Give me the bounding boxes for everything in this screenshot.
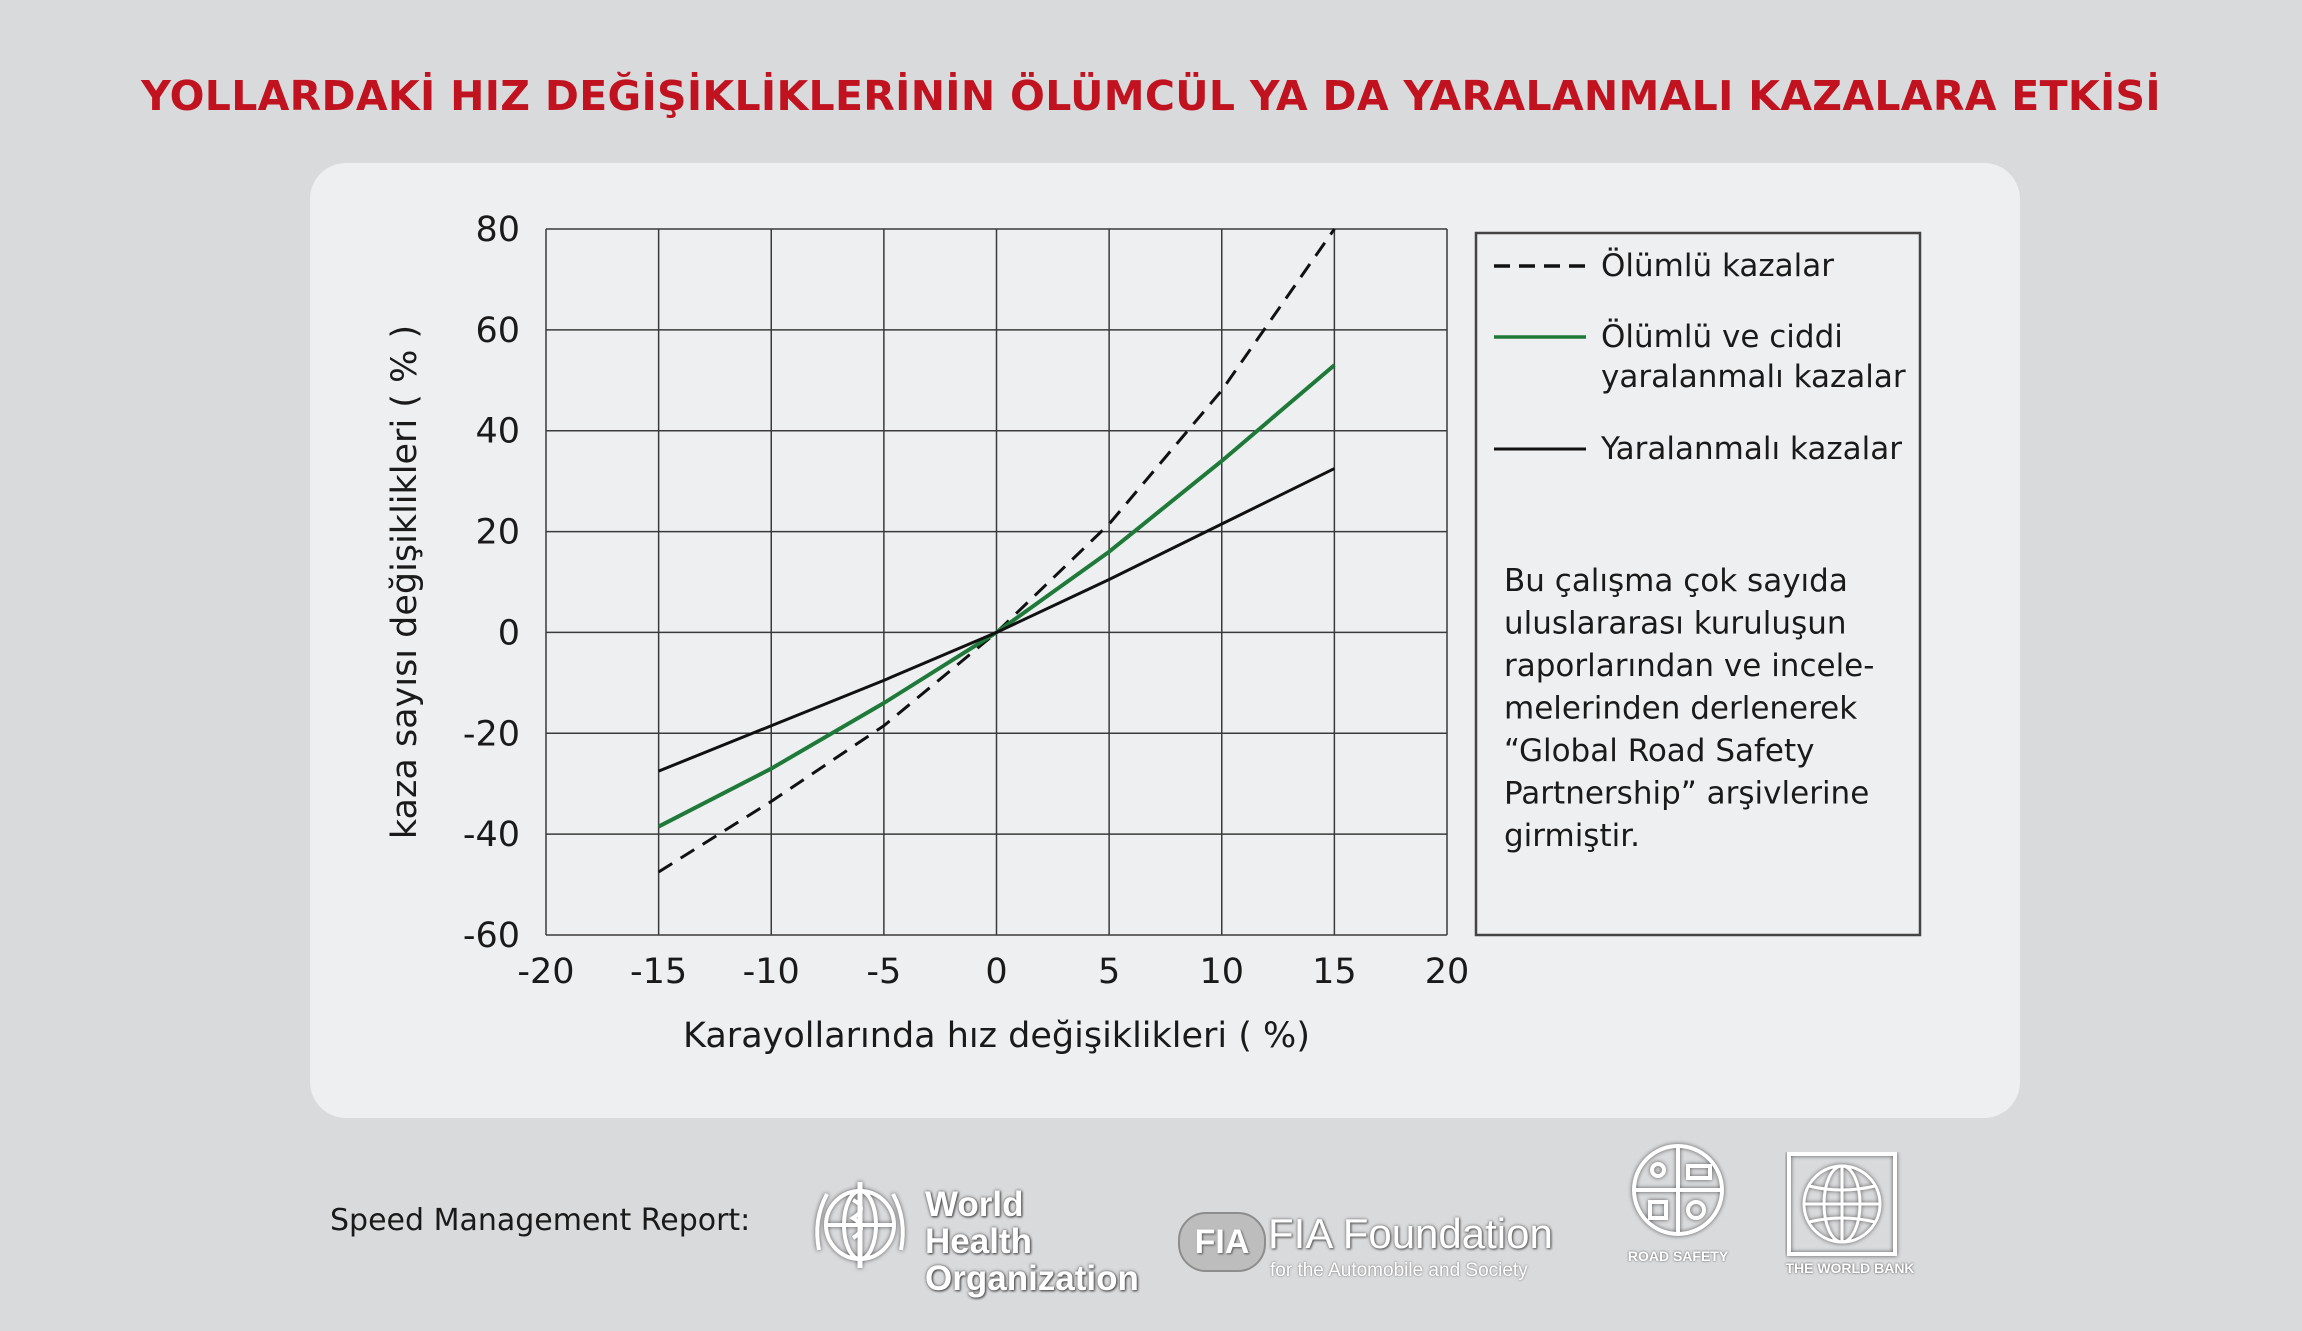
- x-axis-label: Karayollarında hız değişiklikleri ( %): [683, 1016, 1310, 1056]
- note-line: melerinden derlenerek: [1504, 690, 1858, 727]
- x-tick-label: 5: [1097, 952, 1121, 992]
- x-tick-label: 10: [1199, 952, 1245, 992]
- y-axis-label: kaza sayısı değişiklikleri ( % ): [385, 324, 425, 840]
- x-tick-label: -20: [517, 952, 575, 992]
- chart-title: YOLLARDAKİ HIZ DEĞİŞİKLİKLERİNİN ÖLÜMCÜL YA DA YARALANMALI KAZALARA ETKİSİ: [141, 72, 2161, 120]
- y-tick-label: 80: [475, 210, 520, 250]
- y-tick-label: 40: [475, 411, 520, 452]
- x-tick-label: -5: [866, 952, 902, 992]
- y-tick-label: -20: [462, 714, 520, 755]
- x-tick-label: 15: [1312, 952, 1357, 992]
- chart-panel: [310, 163, 2020, 1118]
- fia-name: FIA Foundation: [1268, 1210, 1553, 1257]
- globe-icon: [1785, 1152, 1915, 1260]
- y-tick-label: 20: [475, 512, 520, 553]
- x-tick-label: -10: [742, 952, 800, 992]
- fia-foundation-logo: [1178, 1208, 1578, 1298]
- note-line: girmiştir.: [1504, 818, 1640, 854]
- note-line: Partnership” arşivlerine: [1504, 775, 1870, 812]
- legend-label: Ölümlü kazalar: [1601, 248, 1834, 284]
- grid: [546, 229, 1447, 935]
- y-tick-label: -60: [462, 916, 520, 956]
- fia-badge: FIA: [1178, 1212, 1266, 1272]
- legend-label: Ölümlü ve ciddi: [1601, 319, 1843, 355]
- grsp-logo: [1618, 1130, 1738, 1280]
- note-line: Bu çalışma çok sayıda: [1504, 563, 1848, 599]
- note-line: raporlarından ve incele-: [1504, 648, 1875, 684]
- y-tick-label: 60: [475, 310, 520, 351]
- x-tick-label: -15: [630, 952, 688, 992]
- world-bank-logo: [1785, 1152, 1915, 1282]
- who-text: [925, 1186, 1139, 1297]
- who-line-1: World Health: [925, 1185, 1032, 1261]
- grsp-caption: ROAD SAFETY: [1627, 1248, 1729, 1264]
- x-tick-label: 0: [985, 952, 1008, 992]
- y-tick-label: 0: [497, 613, 520, 654]
- note-line: uluslararası kuruluşun: [1504, 605, 1847, 642]
- who-emblem-icon: [805, 1170, 920, 1280]
- who-logo: [805, 1170, 1139, 1298]
- x-tick-label: 20: [1424, 952, 1470, 992]
- note-line: “Global Road Safety: [1504, 733, 1815, 769]
- source-label: Speed Management Report:: [330, 1203, 751, 1238]
- legend-label: Yaralanmalı kazalar: [1601, 431, 1902, 467]
- fia-tagline: for the Automobile and Society: [1270, 1260, 1528, 1281]
- who-line-2: Organization: [925, 1259, 1139, 1298]
- road-safety-emblem-icon: [1618, 1130, 1738, 1250]
- world-bank-caption: THE WORLD BANK: [1785, 1260, 1915, 1276]
- y-tick-label: -40: [462, 815, 520, 856]
- legend-label: yaralanmalı kazalar: [1601, 359, 1906, 395]
- chart-svg: [310, 163, 2020, 1118]
